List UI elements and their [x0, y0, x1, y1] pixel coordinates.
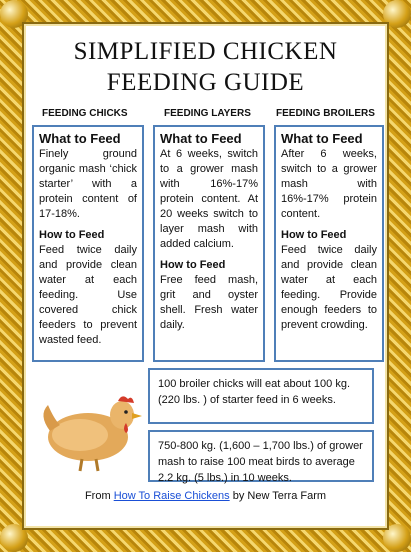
column-heading-chicks: FEEDING CHICKS [42, 108, 128, 119]
what-to-feed-label: What to Feed [160, 131, 242, 146]
how-to-feed-text: Free feed mash, grit and oyster shell. Fresh water daily. [160, 274, 258, 331]
how-to-raise-chickens-link[interactable]: How To Raise Chickens [113, 490, 230, 502]
credit-prefix: From [84, 490, 114, 502]
what-to-feed-text: After 6 weeks, switch to a grower mash with 16%-17% protein content. [281, 148, 377, 220]
title-line-2: FEEDING GUIDE [106, 69, 305, 96]
how-to-feed-text: Feed twice daily and provide clean water at each feeding. Use covered chick feeders to prevent wasted feed. [39, 244, 137, 346]
what-to-feed-text: At 6 weeks, switch to a grower mash with 16%-17% protein content. At 20 weeks switch to layer mash with added calcium. [160, 148, 258, 250]
column-heading-layers: FEEDING LAYERS [164, 108, 251, 119]
how-to-feed-label: How to Feed [160, 259, 226, 271]
how-to-feed-label: How to Feed [39, 229, 105, 241]
starter-feed-info-box: 100 broiler chicks will eat about 100 kg. (220 lbs. ) of starter feed in 6 weeks. [148, 368, 374, 424]
chicken-illustration [36, 385, 148, 475]
layers-feeding-box [153, 125, 265, 362]
grower-mash-info-box: 750-800 kg. (1,600 – 1,700 lbs.) of grower mash to raise 100 meat birds to average 2.2 kg. (5 lbs.) in 10 weeks. [148, 430, 374, 482]
broilers-feeding-box [274, 125, 384, 362]
source-credit [22, 490, 389, 502]
credit-suffix: by New Terra Farm [229, 490, 327, 502]
what-to-feed-label: What to Feed [281, 131, 363, 146]
chicks-feeding-box [32, 125, 144, 362]
how-to-feed-label: How to Feed [281, 229, 347, 241]
how-to-feed-text: Feed twice daily and provide clean water at each feeding. Provide enough feeders to prevent crowding. [281, 244, 377, 331]
what-to-feed-text: Finely ground organic mash ‘chick starter’ with a protein content of 17-18%. [39, 148, 137, 220]
what-to-feed-label: What to Feed [39, 131, 121, 146]
page-title [22, 36, 389, 98]
column-heading-broilers: FEEDING BROILERS [276, 108, 375, 119]
title-line-1: SIMPLIFIED CHICKEN [73, 38, 338, 65]
